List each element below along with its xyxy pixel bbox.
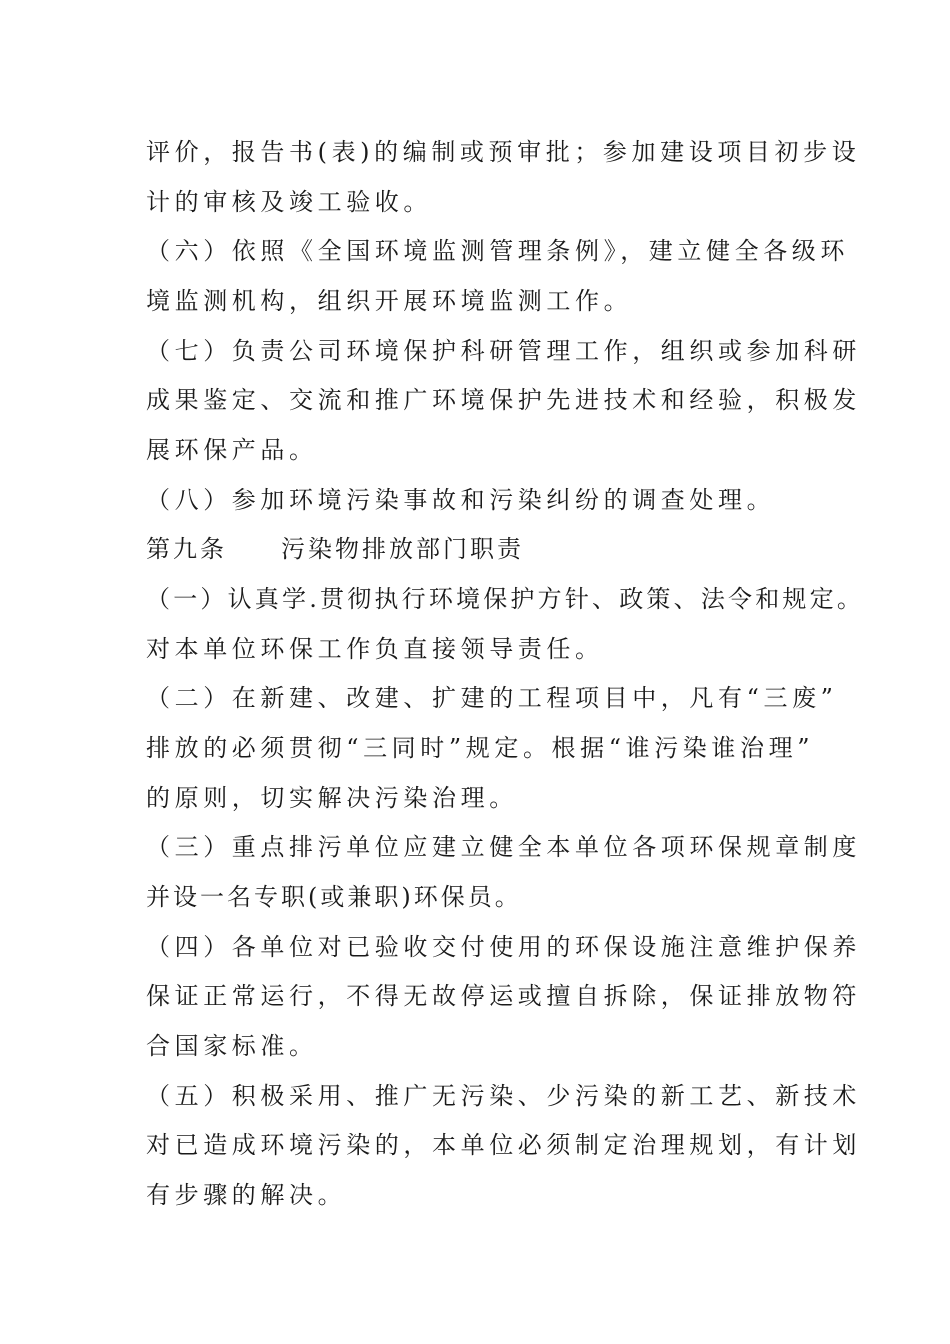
text-line: 合国家标准。 (146, 1032, 318, 1060)
text-line: 对本单位环保工作负直接领导责任。 (146, 635, 604, 663)
text-line: 计的审核及竣工验收。 (146, 188, 432, 216)
text-line: （五）积极采用、推广无污染、少污染的新工艺、新技术 (146, 1082, 861, 1110)
text-line: 保证正常运行，不得无故停运或擅自拆除，保证排放物符 (146, 982, 861, 1010)
text-line: （四）各单位对已验收交付使用的环保设施注意维护保养 (146, 933, 861, 961)
text-line: （七）负责公司环境保护科研管理工作，组织或参加科研 (146, 337, 861, 365)
text-line: 排放的必须贯彻“三同时”规定。根据“谁污染谁治理” (146, 734, 815, 762)
text-line: （八）参加环境污染事故和污染纠纷的调查处理。 (146, 486, 776, 514)
text-line: 评价，报告书(表)的编制或预审批；参加建设项目初步设 (146, 138, 861, 166)
section-heading: 第九条 污染物排放部门职责 (146, 535, 524, 563)
text-line: 的原则，切实解决污染治理。 (146, 784, 518, 812)
text-line: 成果鉴定、交流和推广环境保护先进技术和经验，积极发 (146, 386, 861, 414)
text-line: 展环保产品。 (146, 436, 318, 464)
text-line: 并设一名专职(或兼职)环保员。 (146, 883, 522, 911)
text-line: 对已造成环境污染的，本单位必须制定治理规划，有计划 (146, 1131, 861, 1159)
text-line: 有步骤的解决。 (146, 1181, 347, 1209)
text-line: （六）依照《全国环境监测管理条例》，建立健全各级环 (146, 237, 849, 265)
text-line: （二）在新建、改建、扩建的工程项目中，凡有“三废” (146, 684, 838, 712)
text-line: （一）认真学.贯彻执行环境保护方针、政策、法令和规定。 (146, 585, 865, 613)
text-line: 境监测机构，组织开展环境监测工作。 (146, 287, 633, 315)
text-line: （三）重点排污单位应建立健全本单位各项环保规章制度 (146, 833, 861, 861)
